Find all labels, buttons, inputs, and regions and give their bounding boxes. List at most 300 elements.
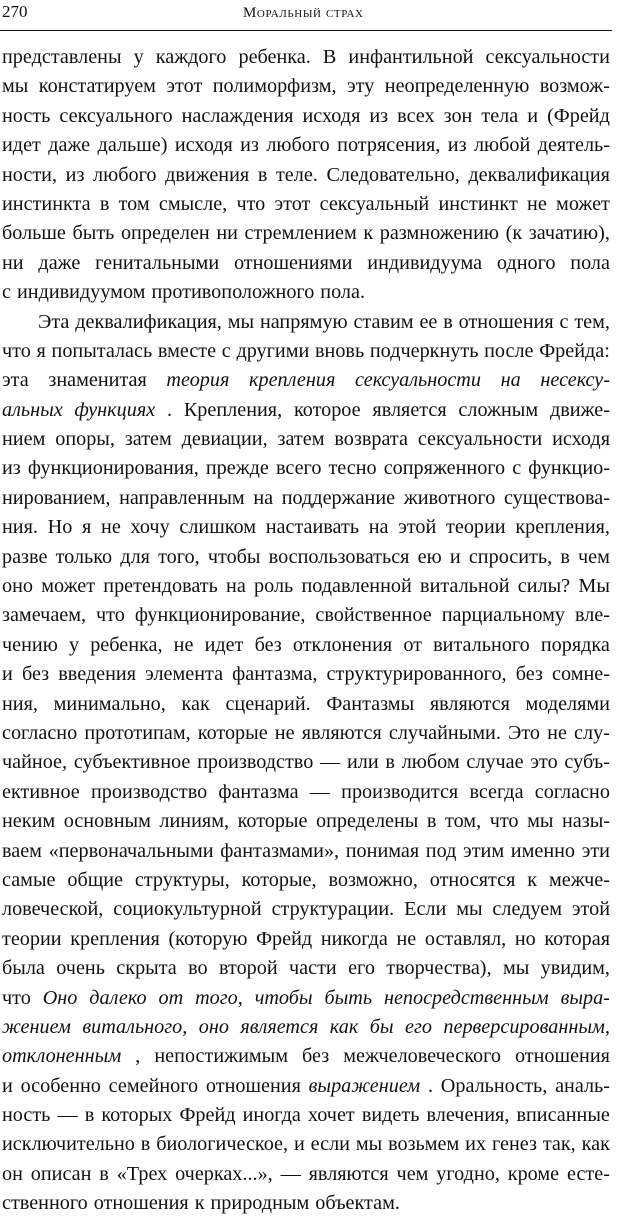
word: с [2,281,11,304]
text-line [2,660,610,689]
word: исключительно [2,1133,135,1156]
word: инстинкт [438,192,518,215]
word: очерках...», [175,1162,273,1185]
word: структурированного, [326,663,507,686]
word: затем [124,428,172,451]
word: «первоначальными [48,839,214,862]
word: в [84,1104,95,1127]
word: ния, [2,692,38,715]
word: Мы [578,575,610,598]
word: социокультурной [113,898,262,921]
word: иногда [242,1104,301,1127]
word: . [427,1074,433,1097]
text-line [2,719,610,748]
word: возмож- [539,75,610,98]
word: сомне- [552,663,610,686]
word: крепления, [515,516,610,539]
word: описан [30,1162,92,1185]
word: производство [197,751,314,774]
word: нированием, [2,486,111,509]
running-title: Моральный страх [243,5,364,21]
text-line [2,748,610,777]
word: особенно [20,1074,101,1097]
word: и [449,545,461,568]
word: затем [277,428,325,451]
word: отношения [514,1045,610,1068]
word: что [236,192,266,215]
word: Следовательно, [326,163,460,186]
text-line [2,1042,610,1071]
text-line [2,778,610,807]
word: из [65,163,85,186]
word: генез [491,1133,537,1156]
word: производство [90,780,208,803]
word: может [41,575,96,598]
word: попыталась [51,339,153,362]
italic-word: быть [324,986,373,1009]
text-line [2,925,610,954]
word: этой [571,898,610,921]
word: полиморфизм, [212,75,337,98]
word: оставлял, [424,927,507,950]
text-line [2,131,610,160]
word: витальной [420,575,510,598]
word: пола. [320,281,366,304]
word: части [289,957,337,980]
text-line [2,190,610,219]
text-line [2,308,610,337]
word: хочет [307,1104,355,1127]
word: творчества), [386,957,492,980]
word: другими [236,339,310,362]
word: ективное [2,780,80,803]
word: в [99,192,110,215]
word: даже [38,251,81,274]
word: функцио- [528,457,610,480]
word: что [2,986,31,1009]
word: деквалификация [468,163,610,186]
word: нием [2,428,46,451]
word: даже [48,134,91,157]
word: противоположного [151,281,315,304]
word: в [560,545,570,568]
word: исходя [174,134,233,157]
word: размножению [379,222,499,245]
word: определены [316,810,419,833]
word: зачатию), [528,222,610,245]
word: больше [2,222,66,245]
word: девиации, [181,428,268,451]
text-line [2,837,610,866]
italic-word: далеко [89,986,147,1009]
word: непостижимым [154,1045,288,1068]
word: может [556,192,610,215]
word: этот [274,192,311,215]
word: ребенка, [90,633,163,656]
word: в [443,310,453,333]
text-line [2,984,610,1013]
word: возьмем [388,1133,460,1156]
word: Фантазмы [326,692,415,715]
word: второй [218,957,278,980]
italic-word: непосредственным [383,986,549,1009]
word: не [101,516,121,539]
word: согласно [2,721,78,744]
word: к [194,1192,205,1215]
word: которые [197,721,268,744]
word: я [82,516,92,539]
word: теории [446,516,506,539]
word: в [385,751,395,774]
text-line [2,601,610,630]
word: ни [216,222,238,245]
word: возврата [334,428,408,451]
word: Но [47,516,73,539]
word: или [346,751,379,774]
text-line [2,543,610,572]
word: оно [2,575,33,598]
word: фантазма, [232,663,318,686]
word: сценарий. [225,692,311,715]
word: линиям, [159,810,230,833]
word: как [581,1133,610,1156]
italic-word: Оно [42,986,78,1009]
word: если [310,1133,350,1156]
word: под [425,839,457,862]
word: определен [120,222,210,245]
word: чем [396,1162,429,1185]
italic-word: несексу- [540,369,610,392]
word: для [120,545,150,568]
word: функционирование, [134,604,306,627]
text-line [2,366,610,395]
word: межче- [548,868,610,891]
text-line [2,1189,610,1218]
word: сексуального [59,104,173,127]
word: вновь [315,339,365,362]
word: на [226,575,246,598]
word: представлены [2,46,122,68]
italic-word: того, [195,986,243,1009]
word: ни [2,251,24,274]
word: введения [58,663,137,686]
word: без [515,663,543,686]
word: — [320,751,341,774]
body-text [2,43,610,1219]
word: не [274,721,295,744]
text-line [2,102,610,131]
text-line [2,278,610,307]
word: ловеческой, [2,898,104,921]
word: субъ- [564,751,610,774]
word: отклонения [292,633,393,656]
word: скрыта [116,957,177,980]
word: ность [2,104,51,127]
word: Фрейд [179,1104,236,1127]
word: которых [101,1104,173,1127]
word: чению [2,633,58,656]
word: (к [505,222,523,245]
word: слишком [179,516,257,539]
word: того, [158,545,200,568]
word: у [133,46,144,68]
word: опоры, [55,428,115,451]
italic-word: отклоненным [2,1045,122,1068]
word: парциальному [441,604,565,627]
word: так, [542,1133,576,1156]
text-line [2,1160,610,1189]
word: Оральность, [440,1074,548,1097]
word: «Трех [116,1162,168,1185]
word: элемента [145,663,224,686]
word: индивидуума [367,251,483,274]
word: минимально, [53,692,166,715]
word: мы [527,810,554,833]
word: ности, [2,163,58,186]
word: (которую [168,927,248,950]
italic-word: витального, [82,1015,188,1038]
text-line [2,1101,610,1130]
text-line [2,454,610,483]
word: основным [63,810,151,833]
word: биологическое, [156,1133,289,1156]
word: Если [404,898,447,921]
word: индивидуумом [16,281,146,304]
word: мы [456,898,483,921]
word: не [547,721,567,744]
word: мы [502,957,530,980]
text-line [2,690,610,719]
word: исходя [552,428,610,451]
text-line [2,72,610,101]
word: свойственное [315,604,432,627]
word: являются [308,1162,389,1185]
word: ность [2,1104,51,1127]
text-line [2,895,610,924]
word: не [396,927,417,950]
word: и [527,104,539,127]
word: вле- [574,604,610,627]
word: сексуальности [417,428,543,451]
word: он [2,1162,23,1185]
word: всего [275,457,322,480]
text-line [2,1072,610,1101]
word: этим [463,839,505,862]
word: смысле, [158,192,228,215]
italic-word: выражением [308,1074,421,1097]
word: отношения [93,1192,189,1215]
word: есте- [566,1162,610,1185]
italic-word: функциях [74,398,156,421]
word: подавленной [301,575,412,598]
word: инфантильной [348,46,474,68]
word: от [403,633,422,656]
word: структурации. [271,898,395,921]
word: и [2,1074,13,1097]
word: мы [227,310,255,333]
word: этой [398,516,437,539]
word: крепления [70,927,160,950]
word: ваем [2,839,42,862]
word: фантазма [218,780,299,803]
word: чтобы [207,545,261,568]
word: после [484,339,534,362]
word: теории [2,927,62,950]
word: с [512,457,522,480]
word: ею [417,545,442,568]
word: в [257,163,268,186]
word: мы [355,1133,383,1156]
word: к [363,222,374,245]
word: всех [397,104,435,127]
word: стремлением [244,222,357,245]
word: случае [466,751,524,774]
word: подчеркнуть [369,339,479,362]
word: только [55,545,113,568]
word: вместе [157,339,217,362]
word: к [527,868,538,891]
word: и [2,663,13,686]
word: направленным [119,486,245,509]
italic-word: на [500,369,521,392]
word: межчеловеческого [343,1045,501,1068]
word: из [369,104,389,127]
word: без [302,1045,330,1068]
word: но [514,927,536,950]
word: влечения, [426,1104,510,1127]
word: именно [510,839,576,862]
word: из [240,134,259,157]
italic-word: перверсированным, [443,1015,610,1038]
word: любого [93,163,157,186]
text-line [2,954,610,983]
word: знаменитая [48,369,147,392]
word: этот [166,75,203,98]
word: Фрейд [256,927,313,950]
word: согласно [534,780,610,803]
word: замечаем, [2,604,87,627]
word: , [135,1045,141,1068]
word: на [253,486,274,509]
italic-word: чтобы [254,986,313,1009]
word: существова- [503,486,610,509]
word: которая [544,927,610,950]
word: увидим, [540,957,610,980]
word: тем, [574,310,610,333]
word: Фрейда: [539,339,610,362]
word: я [36,339,46,362]
word: что [96,604,125,627]
word: тела [481,104,519,127]
word: зон [443,104,473,127]
word: и [293,1133,305,1156]
word: их [465,1133,487,1156]
italic-word: как [329,1015,359,1038]
text-line [2,572,610,601]
italic-word: сексуальности [355,369,481,392]
word: ребенка. [238,46,311,68]
word: Эта [38,310,70,333]
word: инстинкта [2,192,91,215]
word: понимая [345,839,420,862]
word: ния. [2,516,38,539]
text-line [2,513,610,542]
word: поддержание [281,486,396,509]
italic-word: альных [2,398,63,421]
word: дальше) [97,134,168,157]
word: назы- [561,810,610,833]
word: семейного [108,1074,199,1097]
word: деятель- [537,134,610,157]
word: у [68,633,80,656]
word: хочу [130,516,170,539]
word: тесно [328,457,377,480]
text-line [2,484,610,513]
word: которое [293,398,361,421]
word: претендовать [103,575,218,598]
word: слу- [574,721,610,744]
word: относятся [429,868,516,891]
italic-word: оно [198,1015,229,1038]
italic-word: выра- [560,986,610,1009]
word: напрямую [259,310,348,333]
word: быть [72,222,115,245]
word: — [309,780,330,803]
word: не [173,633,194,656]
word: том, [445,810,482,833]
word: любом [401,751,460,774]
word: Это [508,721,541,744]
word: исходя [302,104,361,127]
word: мы [2,75,29,98]
word: без [254,633,282,656]
word: деквалификация, [75,310,222,333]
word: являются [429,692,510,715]
word: во [188,957,208,980]
word: в [140,1133,151,1156]
word: — [280,1162,301,1185]
word: роль [254,575,294,598]
word: идет [204,633,244,656]
text-line [2,249,610,278]
word: — [57,1104,78,1127]
word: сопряженного [383,457,506,480]
word: теле. [275,163,318,186]
word: отношения [458,310,554,333]
word: отношения [205,1074,301,1097]
text-line [2,219,610,248]
italic-word: жением [2,1015,71,1038]
word: следуем [492,898,562,921]
word: отношениями [233,251,353,274]
word: неким [2,810,56,833]
word: эту [347,75,375,98]
word: спросить, [468,545,553,568]
italic-word: его [405,1015,432,1038]
word: аналь- [555,1074,610,1097]
word: всегда [469,780,524,803]
word: моделями [525,692,610,715]
word: сексуальности [485,46,610,68]
text-line [2,631,610,660]
word: неопределенную [384,75,530,98]
word: возможно, [328,868,418,891]
word: которые [237,810,308,833]
word: наслаждения [181,104,294,127]
word: случайными. [388,721,501,744]
word: (Фрейд [547,104,610,127]
word: угодно, [436,1162,500,1185]
